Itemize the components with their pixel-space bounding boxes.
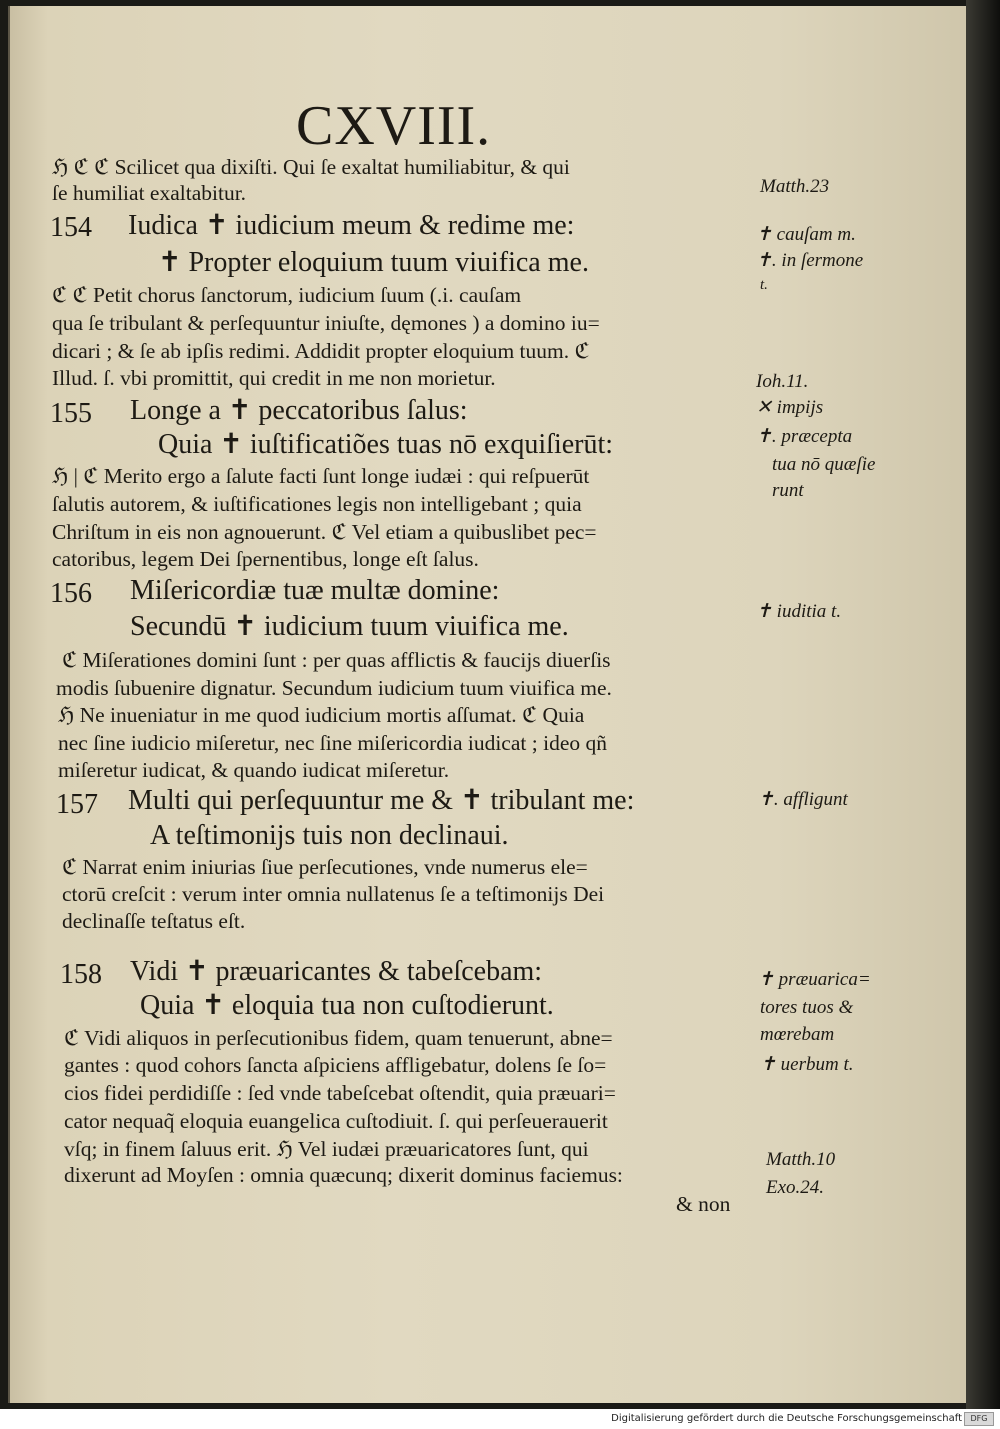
verse-number: 156 <box>50 578 92 609</box>
margin-note: ✕ impijs <box>756 397 824 418</box>
text-line: cator nequaq̃ eloquia euangelica cuſtodiuit. ſ. qui perſeuerauerit <box>64 1109 608 1133</box>
text-line: dicari ; & ſe ab ipſis redimi. Addidit propter eloquium tuum. ℭ <box>52 339 590 363</box>
margin-note: mœrebam <box>760 1024 835 1045</box>
text-line: ctorū creſcit : verum inter omnia nullatenus ſe a teſtimonijs Dei <box>62 882 605 906</box>
margin-note: tores tuos & <box>760 997 854 1018</box>
text-line: qua ſe tribulant & perſequuntur iniuſte, dęmones ) a domino iu= <box>52 311 600 335</box>
margin-note: ✝ præuarica= <box>758 969 871 990</box>
text-line: ſe humiliat exaltabitur. <box>52 181 247 205</box>
text-line: ℌ Ne inueniatur in me quod iudicium mortis aſſumat. ℭ Quia <box>58 703 585 727</box>
margin-note: ✝ uerbum t. <box>760 1054 854 1075</box>
text-line: vſq; in finem ſaluus erit. ℌ Vel iudæi præuaricatores ſunt, qui <box>64 1137 589 1161</box>
verse-number: 154 <box>50 212 92 243</box>
text-line: Illud. ſ. vbi promittit, qui credit in me non morietur. <box>52 366 496 390</box>
text-line: gantes : quod cohors ſancta aſpiciens affligebatur, dolens ſe ſo= <box>64 1053 607 1077</box>
verse-line: Quia ✝ eloquia tua non cuſtodierunt. <box>140 990 554 1021</box>
margin-note: ✝ iuditia t. <box>756 601 842 622</box>
verse-line: Miſericordiæ tuæ multæ domine: <box>130 575 500 606</box>
text-line: Chriſtum in eis non agnouerunt. ℭ Vel etiam a quibuslibet pec= <box>52 520 597 544</box>
margin-note: ✝. in ſermone <box>756 250 864 271</box>
digitization-credit: Digitalisierung gefördert durch die Deutsche Forschungsgemeinschaft <box>611 1413 962 1424</box>
text-line: dixerunt ad Moyſen : omnia quæcunq; dixerit dominus faciemus: <box>64 1163 623 1187</box>
folio-number: CXVIII. <box>296 95 492 157</box>
verse-number: 155 <box>50 398 92 429</box>
margin-note: tua nō quæſie <box>772 454 876 475</box>
verse-line: Multi qui perſequuntur me & ✝ tribulant me: <box>128 785 635 816</box>
text-line: ℭ Miſerationes domini ſunt : per quas afflictis & faucijs diuerſis <box>62 648 611 672</box>
margin-note: runt <box>772 480 804 501</box>
text-line: nec ſine iudicio miſeretur, nec ſine miſericordia iudicat ; ideo qñ <box>58 731 607 755</box>
margin-note: Ioh.11. <box>756 371 809 392</box>
verse-line: Vidi ✝ præuaricantes & tabeſcebam: <box>130 956 543 987</box>
text-line: ℭ Vidi aliquos in perſecutionibus fidem, quam tenuerunt, abne= <box>64 1026 613 1050</box>
text-line: modis ſubuenire dignatur. Secundum iudicium tuum viuifica me. <box>56 676 612 700</box>
text-line: declinaſſe teſtatus eſt. <box>62 909 246 933</box>
margin-note: ✝. præcepta <box>756 426 853 447</box>
text-line: cios fidei perdidiſſe : ſed vnde tabeſcebat oſtendit, quia præuari= <box>64 1081 616 1105</box>
margin-note: ✝ cauſam m. <box>756 224 856 245</box>
margin-note: Matth.10 <box>766 1149 836 1170</box>
text-line: ſalutis autorem, & iuſtificationes legis non intelligebant ; quia <box>52 492 582 516</box>
text-line: ℌ | ℭ Merito ergo a ſalute facti ſunt longe iudæi : qui reſpuerūt <box>52 464 590 488</box>
margin-note: Matth.23 <box>760 176 830 197</box>
verse-line: Iudica ✝ iudicium meum & redime me: <box>128 210 575 241</box>
catchword: & non <box>676 1192 731 1216</box>
verse-line: ✝ Propter eloquium tuum viuifica me. <box>158 247 589 278</box>
text-line: ℌ ℭ ℭ Scilicet qua dixiſti. Qui ſe exaltat humiliabitur, & qui <box>52 155 570 179</box>
margin-note: Exo.24. <box>766 1177 825 1198</box>
dfg-logo: DFG <box>964 1412 994 1426</box>
verse-number: 157 <box>56 789 98 820</box>
verse-line: Quia ✝ iuſtificatiões tuas nō exquiſierūt: <box>158 429 614 460</box>
page-edge-shadow <box>966 0 1000 1409</box>
verse-line: Secundū ✝ iudicium tuum viuifica me. <box>130 611 569 642</box>
verse-line: Longe a ✝ peccatoribus ſalus: <box>130 395 468 426</box>
margin-note: t. <box>760 277 768 293</box>
text-line: catoribus, legem Dei ſpernentibus, longe eſt ſalus. <box>52 547 479 571</box>
verse-number: 158 <box>60 959 102 990</box>
text-line: ℭ Narrat enim iniurias ſiue perſecutiones, vnde numerus ele= <box>62 855 588 879</box>
text-line: ℭ ℭ Petit chorus ſanctorum, iudicium ſuum (.i. cauſam <box>52 283 522 307</box>
verse-line: A teſtimonijs tuis non declinaui. <box>150 820 509 851</box>
text-line: miſeretur iudicat, & quando iudicat miſeretur. <box>58 758 450 782</box>
margin-note: ✝. affligunt <box>758 789 848 810</box>
